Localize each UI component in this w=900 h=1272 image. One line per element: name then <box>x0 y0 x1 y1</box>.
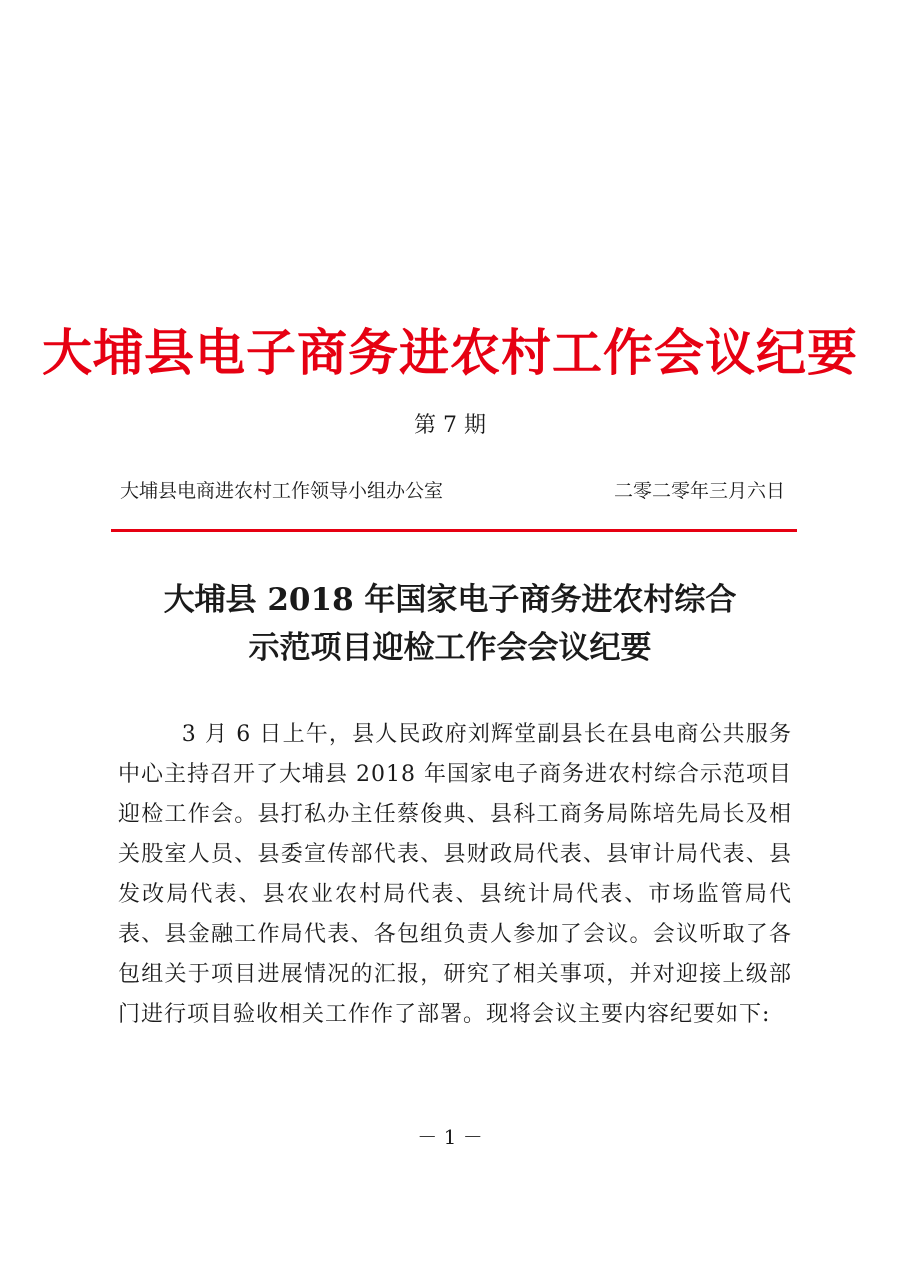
document-title <box>0 576 900 672</box>
body-paragraph: 3 月 6 日上午，县人民政府刘辉堂副县长在县电商公共服务中心主持召开了大埔县 2018 年国家电子商务进农村综合示范项目迎检工作会。县打私办主任蔡俊典、县科工商务局陈培先局长及相关股室人员、县委宣传部代表、县财政局代表、县审计局代表、县发改局代表、县农业农村局代表、县统计局代表、市场监管局代表、县金融工作局代表、各包组负责人参加了会议。会议听取了各包组关于项目进展情况的汇报，研究了相关事项，并对迎接上级部门进行项目验收相关工作作了部署。现将会议主要内容纪要如下: <box>118 722 792 1027</box>
issuer-name: 大埔县电商进农村工作领导小组办公室 <box>120 480 444 502</box>
red-header-title: 大埔县电子商务进农村工作会议纪要 <box>42 323 858 382</box>
issue-date: 二零二零年三月六日 <box>613 480 785 502</box>
issuer-date-row <box>120 476 785 506</box>
red-divider-line <box>111 529 797 532</box>
document-title-line-1: 大埔县 2018 年国家电子商务进农村综合 <box>163 582 737 618</box>
page-number: － 1 － <box>417 1125 483 1149</box>
document-title-line-2: 示范项目迎检工作会会议纪要 <box>248 630 652 666</box>
issue-number: 第 7 期 <box>414 413 486 438</box>
